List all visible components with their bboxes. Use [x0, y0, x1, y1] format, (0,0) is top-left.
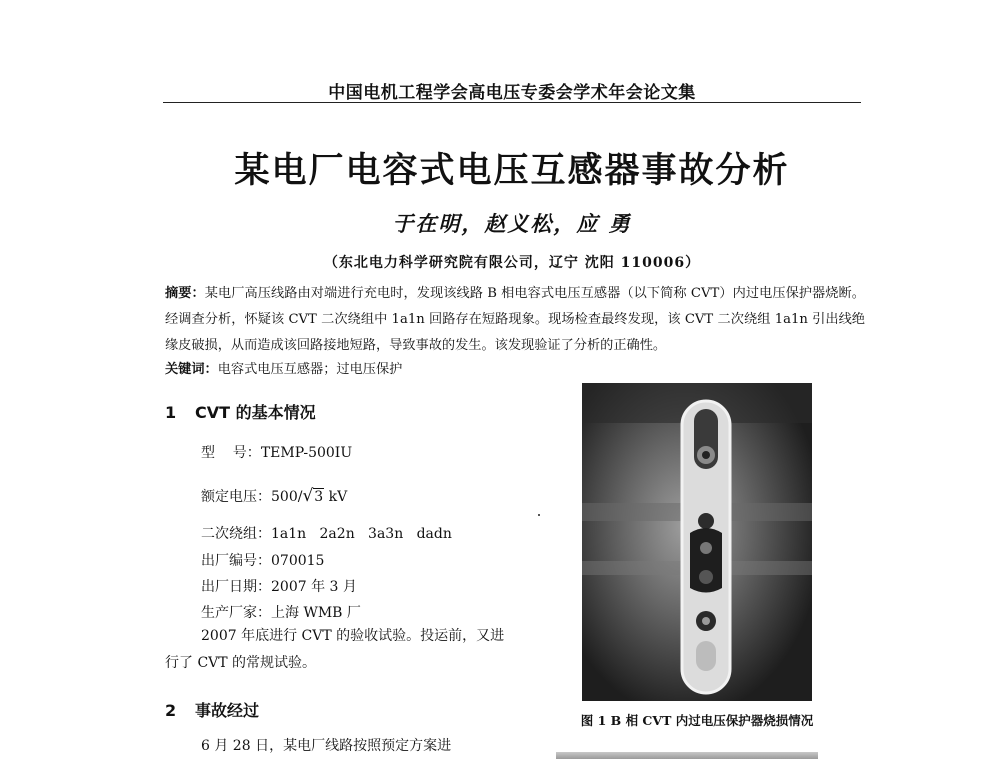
section1-paragraph: 2007 年底进行 CVT 的验收试验。投运前，又进行了 CVT 的常规试验。: [165, 628, 505, 671]
sqrt-expression: [302, 486, 324, 506]
keywords-text: 电容式电压互感器；过电压保护: [217, 362, 403, 377]
paper-affiliation: （东北电力科学研究院有限公司，辽宁 沈阳 110006）: [323, 255, 701, 271]
spec-value: 上海 WMB 厂: [271, 605, 361, 621]
spec-rated-voltage: [201, 486, 347, 506]
section2-title: 事故经过: [195, 701, 260, 720]
radical-sign: √: [302, 486, 314, 506]
spec-label: 二次绕组：: [201, 526, 271, 542]
header-rule: [163, 102, 861, 103]
spec-secondary-windings: [201, 523, 452, 543]
abstract-text: 某电厂高压线路由对端进行充电时，发现该线路 B 相电容式电压互感器（以下简称 CVT）内过电压保护器烧断。经调查分析，怀疑该 CVT 二次绕组中 1a1n 回路存在短路现象。现场检查最终发现，该 CVT 二次绕组 1a1n 引出线绝缘皮破损，从而造成该回路接地短路，导致事故的发生。该发现验证了分析的正确性。: [165, 286, 865, 353]
spec-value: TEMP-500IU: [260, 445, 353, 461]
spec-manufacturer: [201, 602, 361, 622]
section2-number: 2: [165, 701, 177, 720]
journal-header: 中国电机工程学会高电压专委会学术年会论文集: [328, 83, 696, 103]
spec-label: 生产厂家：: [201, 605, 271, 621]
burnt-surge-protector-image: [582, 383, 812, 701]
spec-label: 额定电压：: [201, 489, 271, 505]
section1-number: 1: [165, 403, 177, 422]
sqrt-radicand: 3: [314, 489, 324, 505]
scan-speck: [538, 514, 540, 516]
spec-manufacture-date: [201, 576, 357, 596]
abstract-label: 摘要：: [165, 286, 205, 301]
spec-model: [201, 442, 352, 462]
abstract: [165, 281, 865, 359]
section2-paragraph: 6 月 28 日，某电厂线路按照预定方案进: [201, 738, 452, 754]
spec-label: 出厂日期：: [201, 579, 271, 595]
section2-heading: [165, 698, 259, 721]
keywords-label: 关键词：: [165, 362, 218, 377]
spec-value: 070015: [271, 553, 325, 569]
spec-value-prefix: 500/: [271, 489, 303, 505]
keywords: [165, 359, 402, 381]
paper-authors: 于在明，赵义松，应 勇: [392, 211, 632, 236]
figure2-photo-top-edge: [556, 752, 818, 759]
section1-heading: [165, 400, 316, 423]
spec-label: 型 号：: [201, 445, 261, 461]
spec-serial-number: [201, 550, 324, 570]
spec-value-suffix: kV: [324, 489, 348, 505]
spec-label: 出厂编号：: [201, 553, 271, 569]
spec-value: 2007 年 3 月: [271, 579, 357, 595]
spec-value: 1a1n 2a2n 3a3n dadn: [271, 526, 452, 542]
section1-title: CVT 的基本情况: [195, 403, 316, 422]
paper-title: 某电厂电容式电压互感器事故分析: [234, 151, 790, 191]
figure1-photo: [582, 383, 812, 701]
figure1-caption: 图 1 B 相 CVT 内过电压保护器烧损情况: [580, 713, 814, 728]
